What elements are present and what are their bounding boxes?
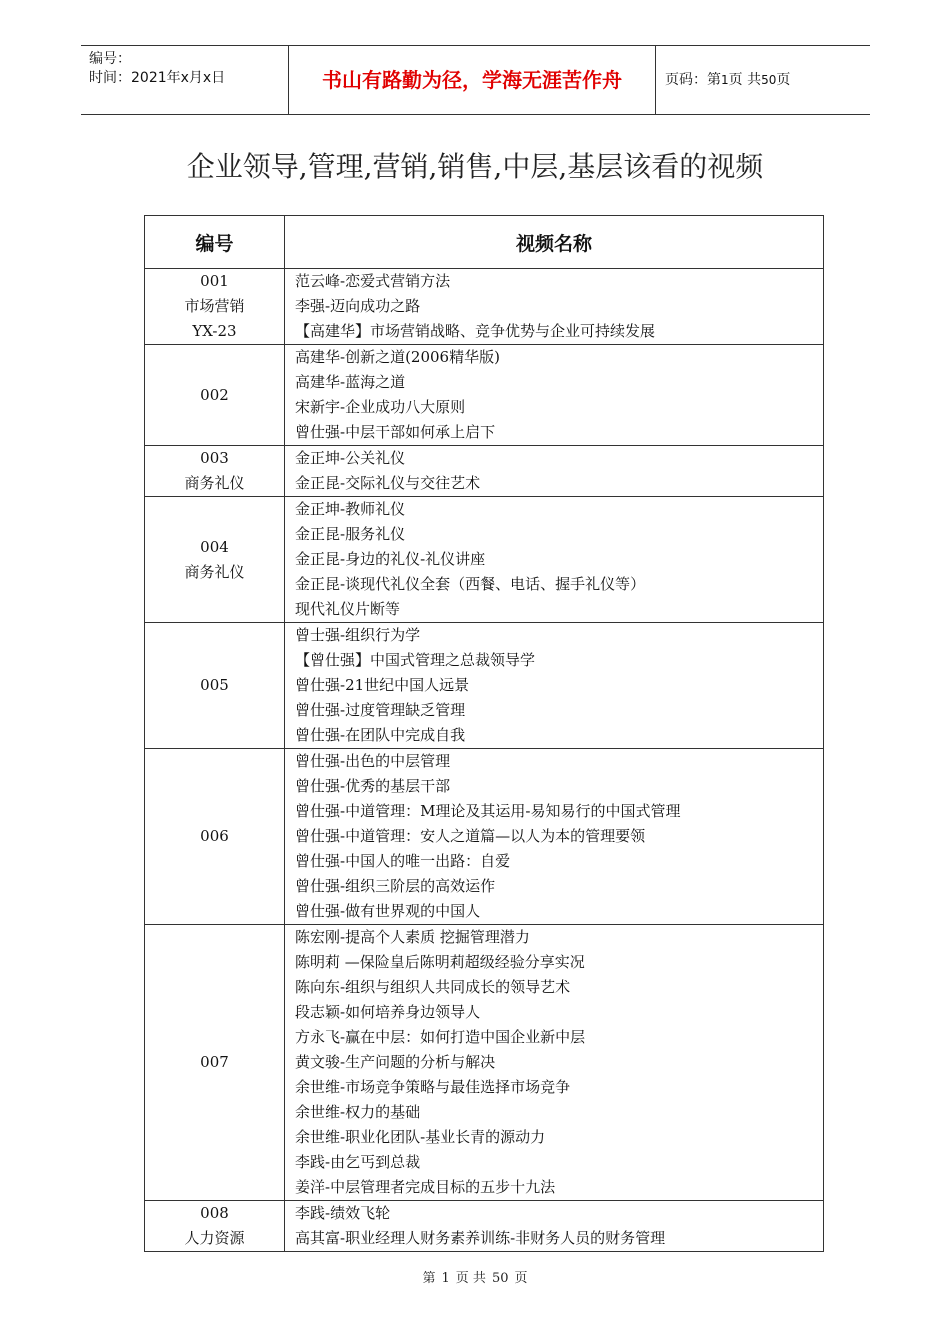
video-title: 姜洋-中层管理者完成目标的五步十九法 [295, 1178, 556, 1196]
page-suffix: 页 [776, 72, 791, 88]
video-title: 曾仕强-在团队中完成自我 [295, 726, 466, 744]
video-title: 方永飞-赢在中层：如何打造中国企业新中层 [295, 1028, 586, 1046]
row-number-cell [145, 345, 285, 446]
column-header-number: 编号 [145, 216, 285, 269]
row-number: 007 [200, 1053, 229, 1071]
video-title: 陈宏刚-提高个人素质 挖掘管理潜力 [295, 928, 530, 946]
video-title: 曾仕强-做有世界观的中国人 [295, 902, 481, 920]
video-title: 曾仕强-过度管理缺乏管理 [295, 701, 466, 719]
video-names-cell [285, 497, 824, 623]
page-header [81, 45, 870, 115]
video-title: 段志颖-如何培养身边领导人 [295, 1003, 481, 1021]
page-current: 1 [721, 73, 729, 87]
video-title: 金正昆-谈现代礼仪全套（西餐、电话、握手礼仪等） [295, 575, 646, 593]
video-title: 高其富-职业经理人财务素养训练-非财务人员的财务管理 [295, 1229, 666, 1247]
header-divider [655, 46, 656, 114]
video-title: 曾仕强-优秀的基层干部 [295, 777, 451, 795]
page-footer [0, 1267, 950, 1286]
header-slogan: 书山有路勤为径，学海无涯苦作舟 [322, 68, 622, 92]
row-number: 001 [200, 272, 229, 290]
video-title: 宋新宇-企业成功八大原则 [295, 398, 466, 416]
table-row [145, 345, 824, 446]
page-total: 50 [761, 73, 777, 87]
row-number-cell [145, 925, 285, 1201]
table-row [145, 269, 824, 345]
video-title: 金正坤-公关礼仪 [295, 449, 406, 467]
footer-suffix: 页 [514, 1271, 528, 1286]
video-title: 金正昆-交际礼仪与交往艺术 [295, 474, 481, 492]
doc-code-label: 编号： [89, 51, 131, 67]
row-number-cell [145, 446, 285, 497]
table-body [145, 269, 824, 1252]
table-row [145, 1201, 824, 1252]
video-title: 曾仕强-21世纪中国人远景 [295, 676, 470, 694]
video-title: 余世维-权力的基础 [295, 1103, 421, 1121]
row-category: 市场营销 [184, 297, 245, 315]
video-names-cell [285, 623, 824, 749]
header-page-number [665, 46, 790, 114]
video-title: 曾仕强-出色的中层管理 [295, 752, 451, 770]
video-title: 陈明莉 —保险皇后陈明莉超级经验分享实况 [295, 953, 585, 971]
video-title: 【高建华】市场营销战略、竞争优势与企业可持续发展 [295, 322, 656, 340]
table-row [145, 925, 824, 1201]
footer-prefix: 第 [422, 1271, 436, 1286]
video-names-cell [285, 345, 824, 446]
row-number: 004 [200, 537, 229, 556]
video-title: 余世维-职业化团队-基业长青的源动力 [295, 1128, 546, 1146]
video-title: 金正昆-服务礼仪 [295, 525, 406, 543]
video-names-cell [285, 1201, 824, 1252]
video-title: 余世维-市场竞争策略与最佳选择市场竞争 [295, 1078, 571, 1096]
row-number-cell [145, 1201, 285, 1252]
video-title: 金正昆-身边的礼仪-礼仪讲座 [295, 550, 486, 568]
video-title: 高建华-蓝海之道 [295, 373, 406, 391]
page-mid: 页 共 [728, 72, 762, 88]
doc-time-label: 时间：2021年x月x日 [89, 70, 226, 86]
video-title: 李强-迈向成功之路 [295, 297, 421, 315]
row-number-cell [145, 497, 285, 623]
video-title: 曾仕强-中道管理：M理论及其运用-易知易行的中国式管理 [295, 802, 681, 820]
table-row [145, 749, 824, 925]
table-row [145, 497, 824, 623]
row-category: 商务礼仪 [184, 562, 245, 581]
video-title: 范云峰-恋爱式营销方法 [295, 272, 451, 290]
video-title: 曾仕强-组织三阶层的高效运作 [295, 877, 496, 895]
table-row [145, 446, 824, 497]
video-title: 【曾仕强】中国式管理之总裁领导学 [295, 651, 536, 669]
row-number-cell [145, 749, 285, 925]
column-header-video-name: 视频名称 [285, 216, 824, 269]
footer-total: 50 [491, 1271, 509, 1286]
footer-current: 1 [441, 1271, 450, 1286]
video-title: 李践-绩效飞轮 [295, 1204, 391, 1222]
row-number: 005 [200, 676, 229, 694]
video-title: 曾仕强-中层干部如何承上启下 [295, 423, 496, 441]
row-category: 商务礼仪 [184, 474, 245, 492]
row-number: 006 [200, 827, 229, 845]
video-title: 陈向东-组织与组织人共同成长的领导艺术 [295, 978, 571, 996]
row-number-cell [145, 623, 285, 749]
document-title: 企业领导,管理,营销,销售,中层,基层该看的视频 [186, 150, 764, 183]
video-title: 曾仕强-中国人的唯一出路：自爱 [295, 852, 511, 870]
row-number: 008 [200, 1204, 229, 1222]
video-title: 曾仕强-中道管理：安人之道篇—以人为本的管理要领 [295, 827, 646, 845]
video-title: 曾士强-组织行为学 [295, 626, 421, 644]
row-category: 人力资源 [184, 1229, 245, 1247]
video-names-cell [285, 749, 824, 925]
video-title: 黄文骏-生产问题的分析与解决 [295, 1053, 496, 1071]
table-header-row [145, 216, 824, 269]
video-names-cell [285, 269, 824, 345]
row-number: 003 [200, 449, 229, 467]
footer-mid: 页 共 [455, 1271, 486, 1286]
header-meta [89, 50, 225, 88]
row-number: 002 [200, 385, 229, 404]
page-prefix: 页码：第 [665, 72, 721, 88]
video-table [144, 215, 824, 1252]
video-title: 现代礼仪片断等 [295, 600, 401, 618]
row-number-cell [145, 269, 285, 345]
row-category: YX-23 [192, 322, 237, 340]
video-title: 高建华-创新之道(2006精华版) [295, 348, 500, 366]
video-names-cell [285, 446, 824, 497]
table-row [145, 623, 824, 749]
video-title: 李践-由乞丐到总裁 [295, 1153, 421, 1171]
video-title: 金正坤-教师礼仪 [295, 500, 406, 518]
video-names-cell [285, 925, 824, 1201]
